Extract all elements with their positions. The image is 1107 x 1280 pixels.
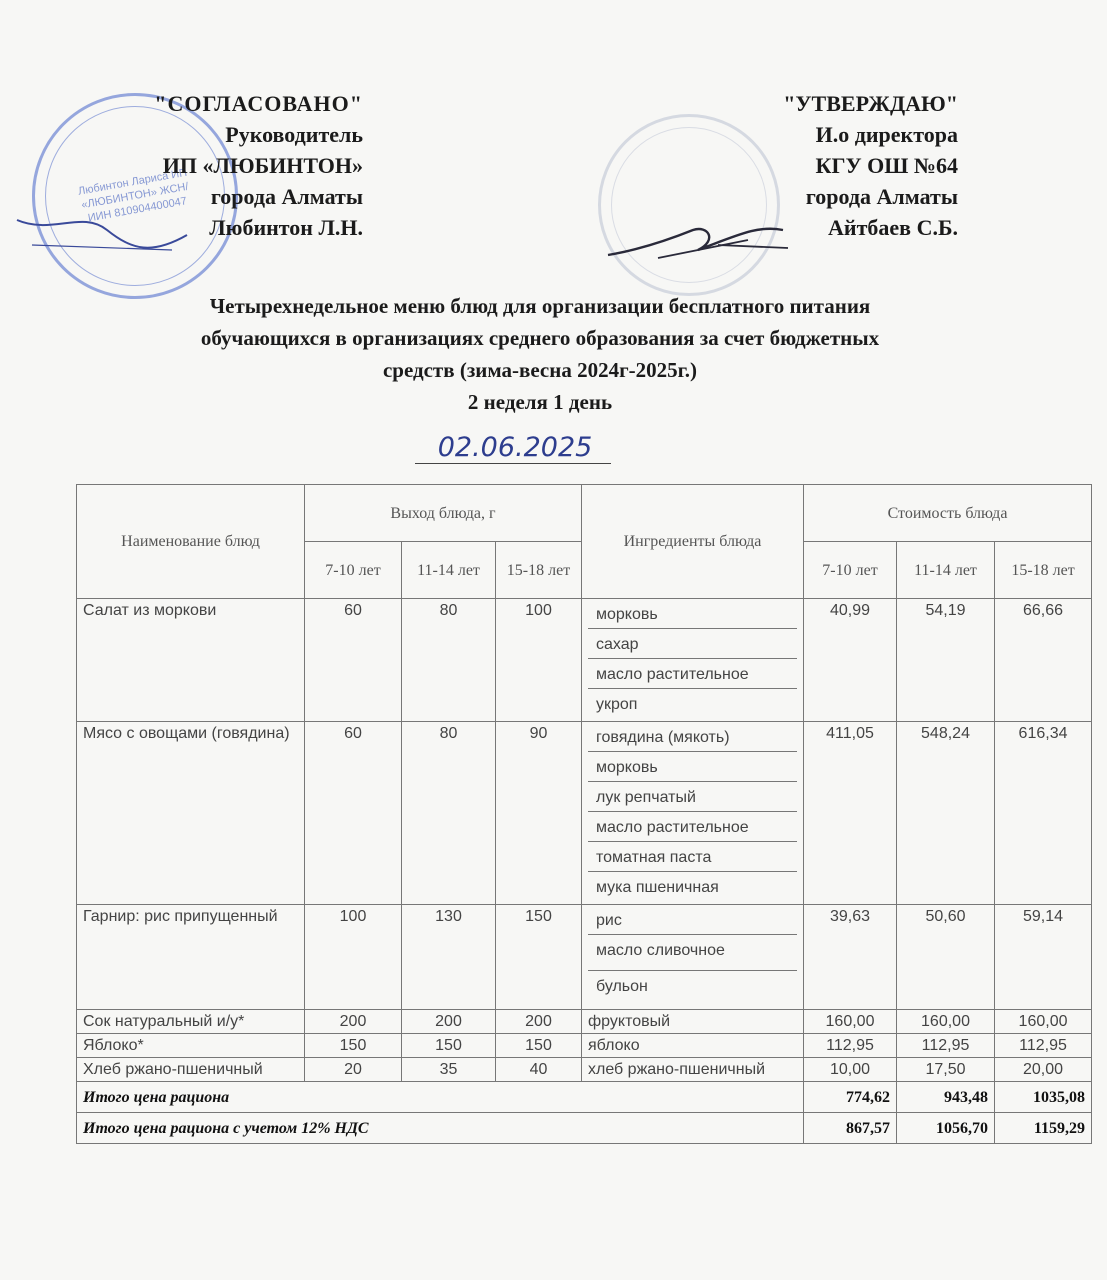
table-row — [77, 599, 1092, 722]
yield-value: 35 — [402, 1058, 496, 1082]
cost-value: 40,99 — [804, 599, 897, 722]
yield-value: 80 — [402, 599, 496, 722]
ingredient: мука пшеничная — [596, 879, 719, 896]
cost-value: 17,50 — [897, 1058, 995, 1082]
table-row — [77, 905, 1092, 1010]
ingredient-list — [582, 599, 804, 722]
header-age: 15-18 лет — [995, 542, 1092, 599]
yield-value: 150 — [402, 1034, 496, 1058]
ingredient: говядина (мякоть) — [588, 724, 797, 752]
yield-value: 60 — [305, 722, 402, 905]
ingredient: морковь — [588, 752, 797, 782]
ingredient-list — [582, 722, 804, 905]
total-value: 943,48 — [897, 1082, 995, 1113]
total-label: Итого цена рациона — [77, 1082, 804, 1113]
ingredient-list — [582, 905, 804, 1010]
ingredient: масло сливочное — [588, 935, 797, 971]
cost-value: 411,05 — [804, 722, 897, 905]
table-row — [77, 1010, 1092, 1034]
ingredient: масло растительное — [588, 659, 797, 689]
header-age: 7-10 лет — [804, 542, 897, 599]
title-line: средств (зима-весна 2024г-2025г.) — [382, 358, 698, 382]
yield-value: 200 — [496, 1010, 582, 1034]
document-title — [60, 290, 1020, 418]
cost-value: 59,14 — [995, 905, 1092, 1010]
yield-value: 200 — [402, 1010, 496, 1034]
header-ingredients: Ингредиенты блюда — [582, 485, 804, 599]
ingredient: морковь — [588, 601, 797, 629]
table-row — [77, 1034, 1092, 1058]
ingredient: хлеб ржано-пшеничный — [582, 1058, 804, 1082]
ingredient: рис — [588, 907, 797, 935]
dish-name: Мясо с овощами (говядина) — [77, 722, 305, 905]
handwritten-date: 02.06.2025 — [437, 432, 593, 463]
yield-value: 60 — [305, 599, 402, 722]
approval-role: И.о директора — [815, 122, 958, 147]
cost-value: 548,24 — [897, 722, 995, 905]
header-dish: Наименование блюд — [77, 485, 305, 599]
header-yield: Выход блюда, г — [305, 485, 582, 542]
yield-value: 150 — [305, 1034, 402, 1058]
approval-city: города Алматы — [210, 184, 363, 209]
cost-value: 616,34 — [995, 722, 1092, 905]
dish-name: Гарнир: рис припущенный — [77, 905, 305, 1010]
approval-org: КГУ ОШ №64 — [815, 153, 958, 178]
approval-heading: "УТВЕРЖДАЮ" — [783, 91, 958, 116]
title-line: обучающихся в организациях среднего образования за счет бюджетных — [200, 326, 880, 350]
yield-value: 20 — [305, 1058, 402, 1082]
yield-value: 200 — [305, 1010, 402, 1034]
cost-value: 20,00 — [995, 1058, 1092, 1082]
total-value: 774,62 — [804, 1082, 897, 1113]
total-value: 1035,08 — [995, 1082, 1092, 1113]
table-row — [77, 722, 1092, 905]
cost-value: 160,00 — [995, 1010, 1092, 1034]
cost-value: 112,95 — [995, 1034, 1092, 1058]
header-age: 15-18 лет — [496, 542, 582, 599]
total-value: 1056,70 — [897, 1113, 995, 1144]
yield-value: 90 — [496, 722, 582, 905]
approval-name: Любинтон Л.Н. — [209, 215, 363, 240]
approval-heading: "СОГЛАСОВАНО" — [154, 91, 363, 116]
total-value: 1159,29 — [995, 1113, 1092, 1144]
date-underline — [415, 463, 611, 464]
yield-value: 80 — [402, 722, 496, 905]
cost-value: 50,60 — [897, 905, 995, 1010]
ingredient: яблоко — [582, 1034, 804, 1058]
yield-value: 100 — [305, 905, 402, 1010]
yield-value: 150 — [496, 905, 582, 1010]
cost-value: 10,00 — [804, 1058, 897, 1082]
dish-name: Сок натуральный и/у* — [77, 1010, 305, 1034]
title-line: Четырехнедельное меню блюд для организации бесплатного питания — [209, 294, 871, 318]
cost-value: 54,19 — [897, 599, 995, 722]
header-age: 11-14 лет — [897, 542, 995, 599]
ingredient: лук репчатый — [588, 782, 797, 812]
cost-value: 112,95 — [804, 1034, 897, 1058]
yield-value: 150 — [496, 1034, 582, 1058]
approval-city: города Алматы — [805, 184, 958, 209]
total-label: Итого цена рациона с учетом 12% НДС — [77, 1113, 804, 1144]
header-age: 11-14 лет — [402, 542, 496, 599]
dish-name: Салат из моркови — [77, 599, 305, 722]
ingredient: сахар — [588, 629, 797, 659]
approval-name: Айтбаев С.Б. — [828, 215, 958, 240]
cost-value: 160,00 — [897, 1010, 995, 1034]
approval-role: Руководитель — [225, 122, 363, 147]
total-value: 867,57 — [804, 1113, 897, 1144]
cost-value: 66,66 — [995, 599, 1092, 722]
total-row — [77, 1082, 1092, 1113]
table-row — [77, 1058, 1092, 1082]
cost-value: 160,00 — [804, 1010, 897, 1034]
stamp-text: Любинтон Лариса ИП «ЛЮБИНТОН» ЖСН/ИИН 810904400047 — [77, 166, 190, 225]
header-cost: Стоимость блюда — [804, 485, 1092, 542]
dish-name: Хлеб ржано-пшеничный — [77, 1058, 305, 1082]
ingredient: масло растительное — [588, 812, 797, 842]
approval-block-agreed — [60, 88, 363, 243]
yield-value: 100 — [496, 599, 582, 722]
yield-value: 130 — [402, 905, 496, 1010]
ingredient: бульон — [596, 978, 648, 995]
yield-value: 40 — [496, 1058, 582, 1082]
menu-table — [76, 484, 1092, 1144]
ingredient: томатная паста — [588, 842, 797, 872]
dish-name: Яблоко* — [77, 1034, 305, 1058]
approval-block-approved — [640, 88, 958, 243]
cost-value: 112,95 — [897, 1034, 995, 1058]
header-age: 7-10 лет — [305, 542, 402, 599]
total-vat-row — [77, 1113, 1092, 1144]
cost-value: 39,63 — [804, 905, 897, 1010]
approval-org: ИП «ЛЮБИНТОН» — [162, 153, 363, 178]
ingredient: укроп — [596, 696, 638, 713]
title-week-day: 2 неделя 1 день — [467, 390, 613, 414]
ingredient: фруктовый — [582, 1010, 804, 1034]
